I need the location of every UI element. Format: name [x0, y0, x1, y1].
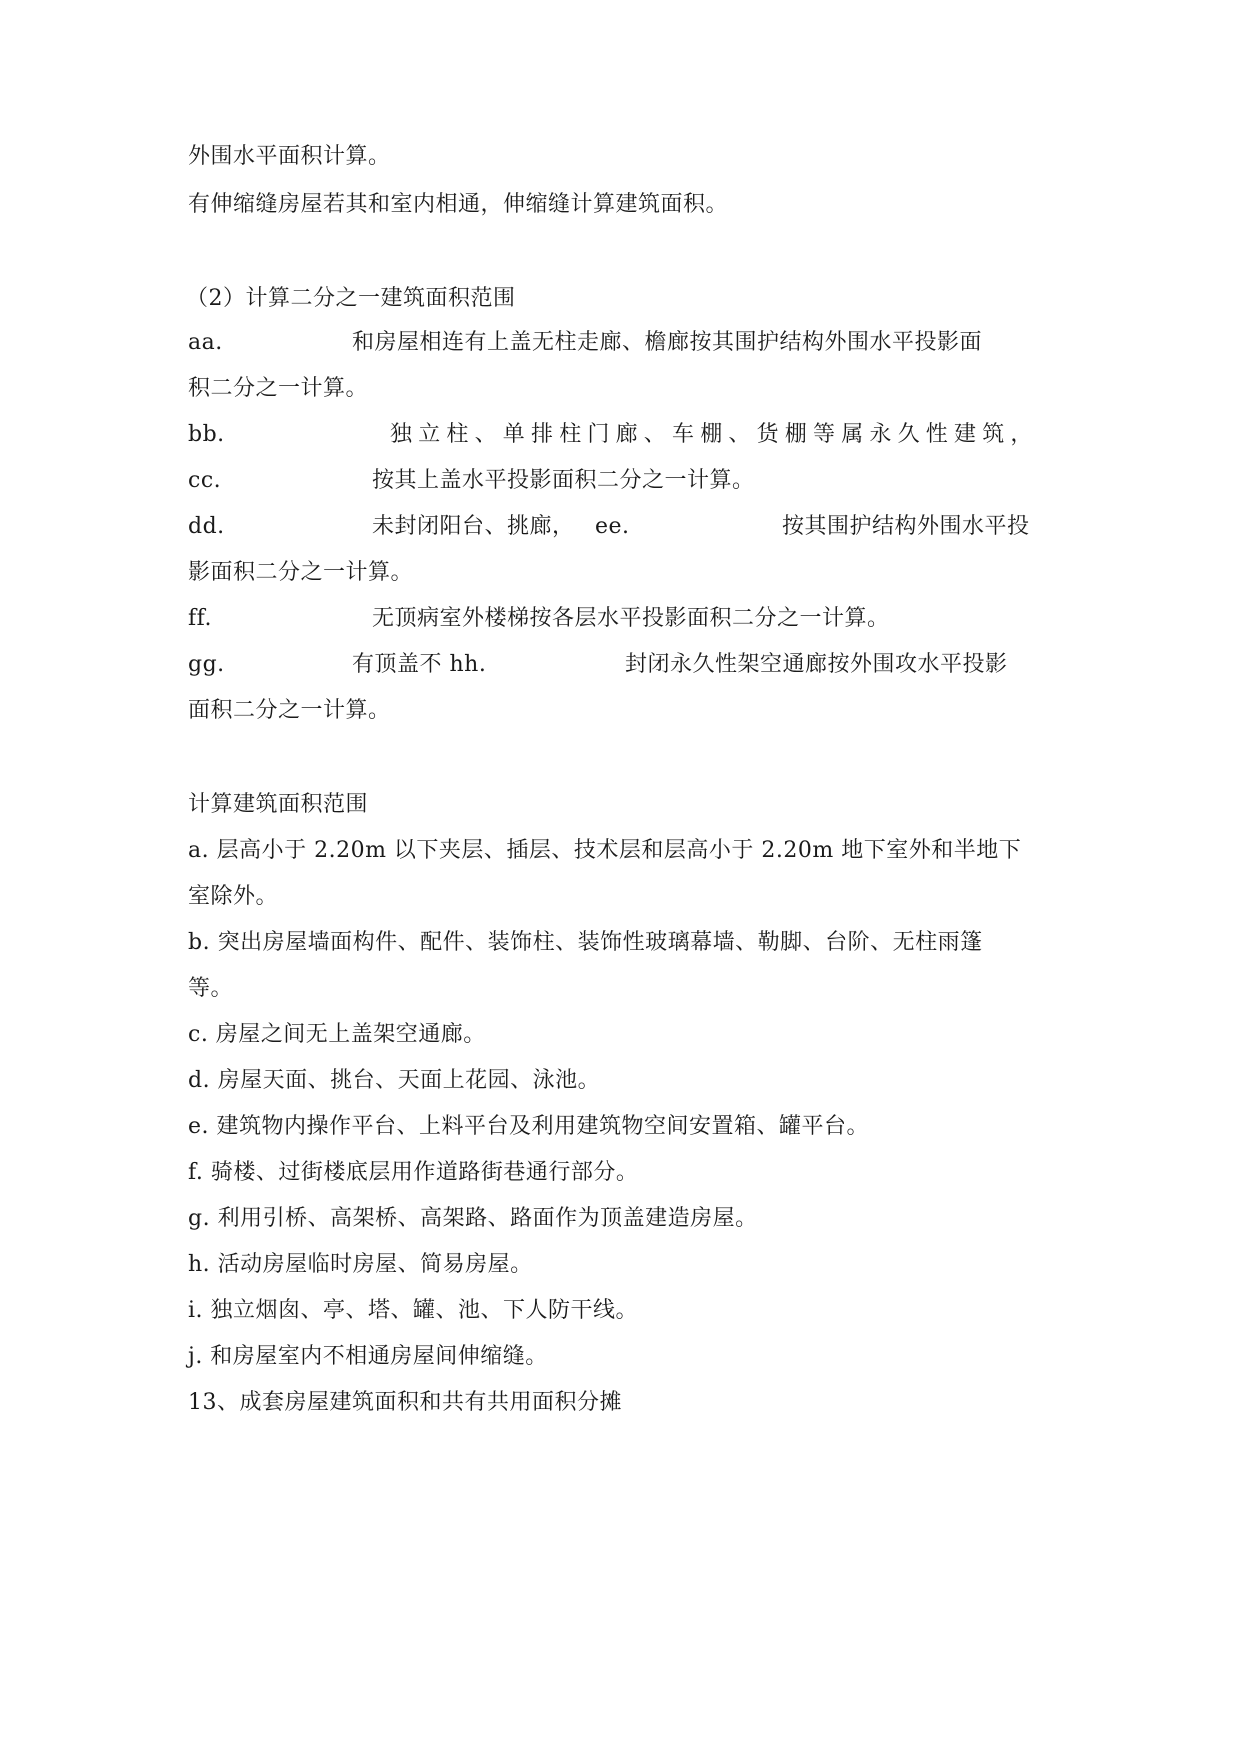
paragraph-line: 影面积二分之一计算。	[188, 560, 414, 585]
section-heading: 13、成套房屋建筑面积和共有共用面积分摊	[188, 1390, 622, 1415]
section-heading: 计算建筑面积范围	[188, 792, 369, 817]
section-heading: （2）计算二分之一建筑面积范围	[186, 286, 516, 311]
list-item: j. 和房屋室内不相通房屋间伸缩缝。	[188, 1344, 548, 1369]
paragraph-line: 有伸缩缝房屋若其和室内相通，伸缩缝计算建筑面积。	[188, 192, 729, 217]
list-item-text: 和房屋相连有上盖无柱走廊、檐廊按其围护结构外围水平投影面	[352, 330, 983, 355]
list-tag: gg.	[188, 652, 225, 677]
list-tag: ff.	[188, 606, 212, 631]
list-item-text: 有顶盖不 hh.	[352, 652, 487, 677]
list-item: b. 突出房屋墙面构件、配件、装饰柱、装饰性玻璃幕墙、勒脚、台阶、无柱雨篷	[188, 930, 983, 955]
list-tag: aa.	[188, 330, 223, 355]
list-item-text: 独立柱、单排柱门廊、车棚、货棚等属永久性建筑，	[390, 422, 1039, 447]
list-item: h. 活动房屋临时房屋、简易房屋。	[188, 1252, 533, 1277]
list-item-text: 按其上盖水平投影面积二分之一计算。	[372, 468, 755, 493]
paragraph-line: 室除外。	[188, 884, 279, 909]
list-item: f. 骑楼、过街楼底层用作道路街巷通行部分。	[188, 1160, 639, 1185]
list-item: i. 独立烟囱、亭、塔、罐、池、下人防干线。	[188, 1298, 639, 1323]
list-item: g. 利用引桥、高架桥、高架路、路面作为顶盖建造房屋。	[188, 1206, 758, 1231]
list-item-text: 未封闭阳台、挑廊，	[372, 514, 575, 539]
list-item-text: 封闭永久性架空通廊按外围攻水平投影	[625, 652, 1008, 677]
paragraph-line: 面积二分之一计算。	[188, 698, 391, 723]
list-item-text: 按其围护结构外围水平投	[782, 514, 1030, 539]
paragraph-line: 等。	[188, 976, 234, 1001]
list-item: e. 建筑物内操作平台、上料平台及利用建筑物空间安置箱、罐平台。	[188, 1114, 870, 1139]
list-tag: ee.	[595, 514, 630, 539]
list-tag: dd.	[188, 514, 225, 539]
list-item: d. 房屋天面、挑台、天面上花园、泳池。	[188, 1068, 601, 1093]
paragraph-line: 外围水平面积计算。	[188, 144, 391, 169]
paragraph-line: 积二分之一计算。	[188, 376, 369, 401]
list-item: a. 层高小于 2.20m 以下夹层、插层、技术层和层高小于 2.20m 地下室外和半地下	[188, 838, 1022, 863]
list-tag: bb.	[188, 422, 225, 447]
list-tag: cc.	[188, 468, 222, 493]
list-item-text: 无顶病室外楼梯按各层水平投影面积二分之一计算。	[372, 606, 890, 631]
list-item: c. 房屋之间无上盖架空通廊。	[188, 1022, 486, 1047]
